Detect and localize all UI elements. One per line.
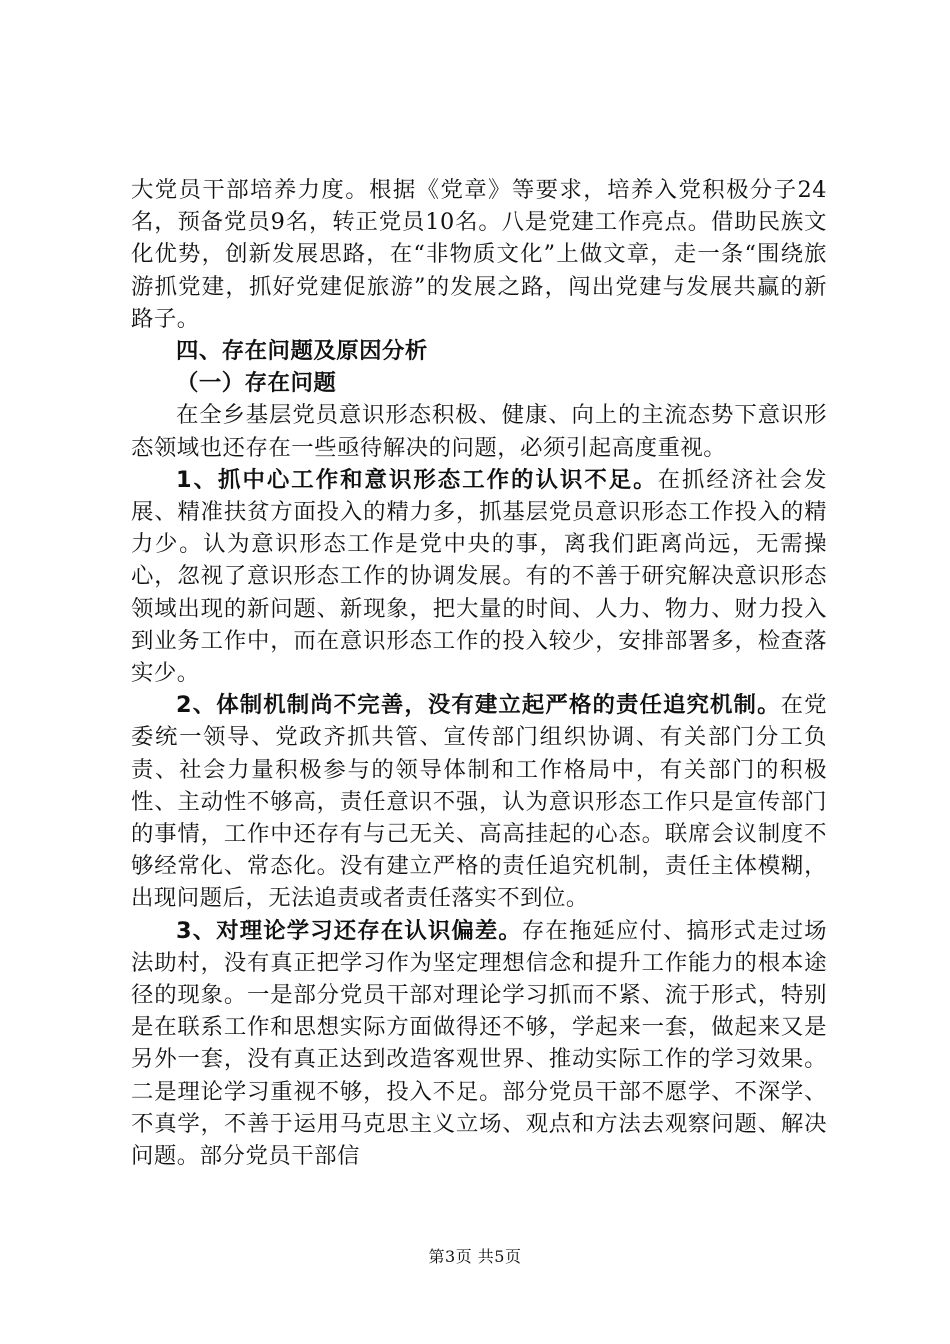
- subsection-heading: （一）存在问题: [176, 370, 337, 397]
- issue-item-3: [131, 915, 827, 1173]
- issue-item-3-lead: 3、对理论学习还存在认识偏差。: [176, 917, 522, 944]
- page-footer: 第3页 共5页: [428, 1247, 522, 1266]
- issue-item-1-lead: 1、抓中心工作和意识形态工作的认识不足。: [176, 466, 658, 493]
- issue-item-1-body: 在抓经济社会发展、精准扶贫方面投入的精力多，抓基层党员意识形态工作投入的精力少。认为意识形态工作是党中央的事，离我们距离尚远，无需操心，忽视了意识形态工作的协调发展。有的不善于研究解决意识形态领域出现的新问题、新现象，把大量的时间、人力、物力、财力投入到业务工作中，而在意识形态工作的投入较少，安排部署多，检查落实少。: [131, 466, 827, 687]
- issue-item-2-body: 在党委统一领导、党政齐抓共管、宣传部门组织协调、有关部门分工负责、社会力量积极参与的领导体制和工作格局中，有关部门的积极性、主动性不够高，责任意识不强，认为意识形态工作只是宣传部门的事情，工作中还存有与己无关、高高挂起的心态。联席会议制度不够经常化、常态化。没有建立严格的责任追究机制，责任主体模糊，出现问题后，无法追责或者责任落实不到位。: [131, 692, 827, 912]
- document-body: [131, 174, 827, 1172]
- issue-item-2-lead: 2、体制机制尚不完善，没有建立起严格的责任追究机制。: [176, 692, 781, 719]
- issue-item-2: [131, 689, 827, 914]
- intro-paragraph: 在全乡基层党员意识形态积极、健康、向上的主流态势下意识形态领域也还存在一些亟待解决的问题，必须引起高度重视。: [131, 402, 827, 461]
- issue-item-1: [131, 464, 827, 689]
- section-heading: 四、存在问题及原因分析: [176, 338, 428, 365]
- issue-item-3-body: 存在拖延应付、搞形式走过场法助村，没有真正把学习作为坚定理想信念和提升工作能力的根本途径的现象。一是部分党员干部对理论学习抓而不紧、流于形式，特别是在联系工作和思想实际方面做得还不够，学起来一套，做起来又是另外一套，没有真正达到改造客观世界、推动实际工作的学习效果。二是理论学习重视不够，投入不足。部分党员干部不愿学、不深学、不真学，不善于运用马克思主义立场、观点和方法去观察问题、解决问题。部分党员干部信: [131, 917, 827, 1170]
- paragraph-continuation: 大党员干部培养力度。根据《党章》等要求，培养入党积极分子24名，预备党员9名，转正党员10名。八是党建工作亮点。借助民族文化优势，创新发展思路，在“非物质文化”上做文章，走一条“围绕旅游抓党建，抓好党建促旅游”的发展之路，闯出党建与发展共赢的新路子。: [131, 177, 827, 332]
